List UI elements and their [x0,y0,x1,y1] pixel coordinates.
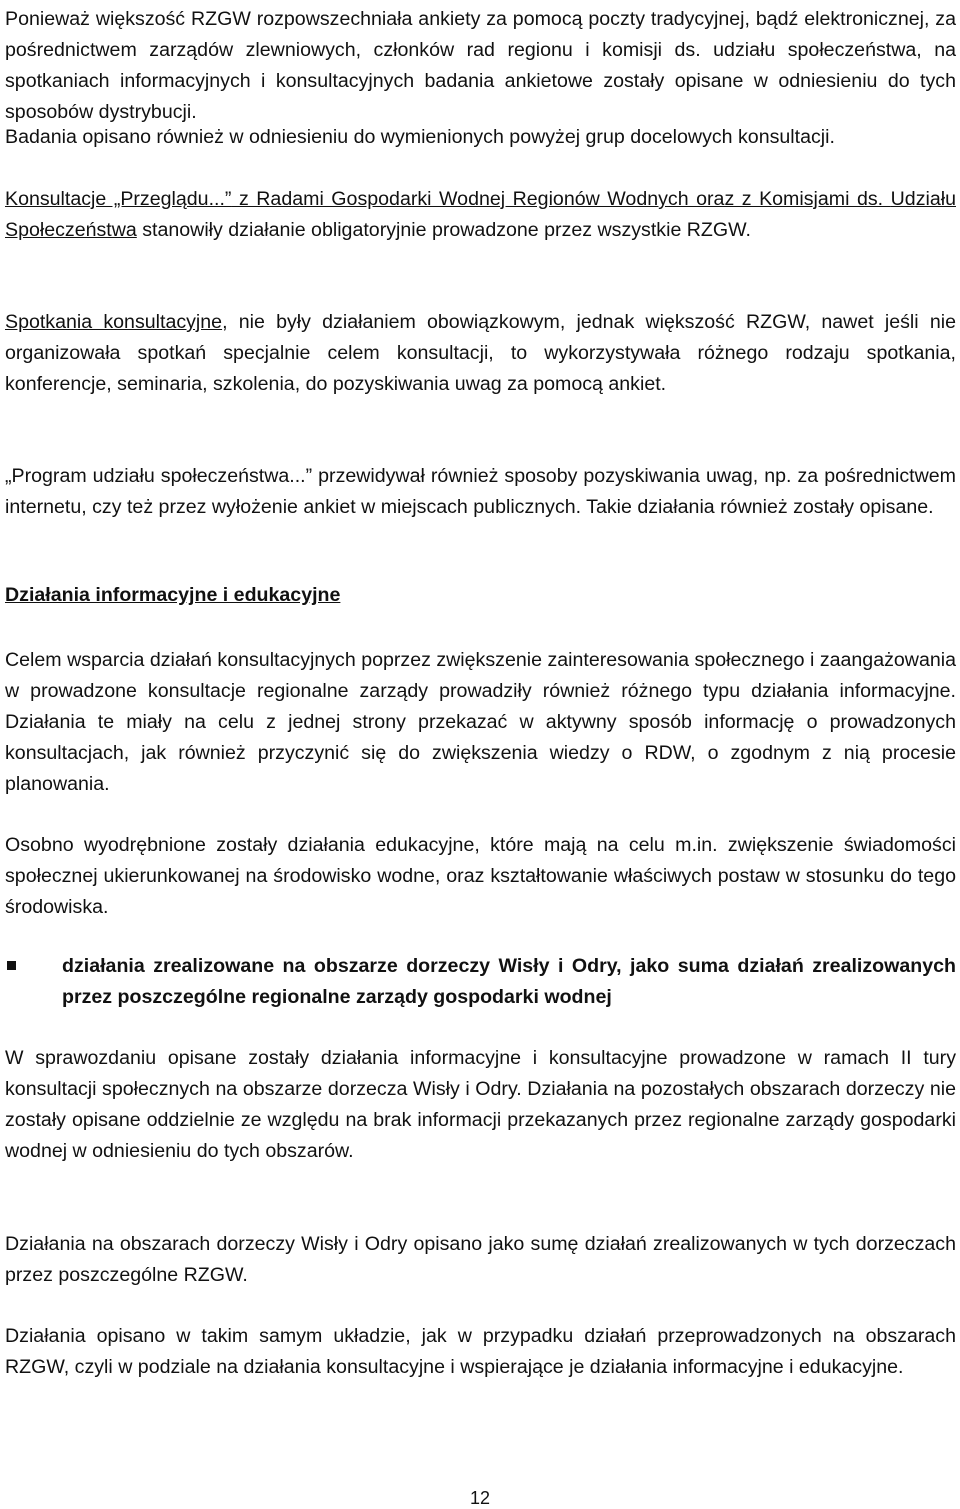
paragraph-program: „Program udziału społeczeństwa...” przewidywał również sposoby pozyskiwania uwag, np. za pośrednictwem internetu, czy też przez wyłożenie ankiet w miejscach publicznych. Takie działania również zostały opisane. [5,465,956,518]
paragraph-layout-description: Działania opisano w takim samym układzie, jak w przypadku działań przeprowadzonych na obszarach RZGW, czyli w podziale na działania konsultacyjne i wspierające je działania informacyjne i edukacyjne. [5,1325,956,1378]
paragraph-consultation-meetings [5,307,956,400]
underlined-consultations: Konsultacje „Przeglądu...” [5,188,232,210]
paragraph-target-groups: Badania opisano również w odniesieniu do wymienionych powyżej grup docelowych konsultacji. [5,126,835,148]
paragraph-text: stanowiły działanie obligatoryjnie prowadzone przez wszystkie RZGW. [136,219,751,241]
underlined-participation: Udziału Społeczeństwa [5,188,956,241]
section-heading: Działania informacyjne i edukacyjne [5,584,341,606]
paragraph-text: , nie były działaniem obowiązkowym, jednak większość RZGW, nawet jeśli nie organizowała spotkań specjalnie celem konsultacji, to wykorzystywała różnego rodzaju spotkania, konferencje, seminaria, szkolenia, do pozyskiwania uwag za pomocą ankiet. [5,311,956,395]
paragraph-survey-distribution: Ponieważ większość RZGW rozpowszechniała ankiety za pomocą poczty tradycyjnej, bądź elektronicznej, za pośrednictwem zarządów zlewniowych, członków rad regionu i komisji ds. udziału społeczeństwa, na spotkaniach informacyjnych i konsultacyjnych badania ankietowe zostały opisane w odniesieniu do tych sposobów dystrybucji. [5,8,956,123]
paragraph-education-activities: Osobno wyodrębnione zostały działania edukacyjne, które mają na celu m.in. zwiększenie świadomości społecznej ukierunkowanej na środowisko wodne, oraz kształtowanie właściwych postaw w stosunku do tego środowiska. [5,834,956,918]
paragraph-consultations-councils [5,184,956,246]
underlined-councils: z Radami Gospodarki Wodnej Regionów Wodnych oraz z Komisjami ds. [231,188,891,210]
paragraph-report-scope: W sprawozdaniu opisane zostały działania informacyjne i konsultacyjne prowadzone w ramach II tury konsultacji społecznych na obszarze dorzecza Wisły i Odry. Działania na pozostałych obszarach dorzeczy nie zostały opisane oddzielnie ze względu na brak informacji przekazanych przez regionalne zarządy gospodarki wodnej w odniesieniu do tych obszarów. [5,1047,956,1162]
square-bullet-icon [7,961,16,970]
page-number: 12 [469,1488,491,1508]
paragraph-basin-sum: Działania na obszarach dorzeczy Wisły i Odry opisano jako sumę działań zrealizowanych w tych dorzeczach przez poszczególne RZGW. [5,1233,956,1286]
paragraph-information-activities: Celem wsparcia działań konsultacyjnych poprzez zwiększenie zainteresowania społecznego i zaangażowania w prowadzone konsultacje regionalne zarządy prowadziły również różnego typu działania informacyjne. Działania te miały na celu z jednej strony przekazać w aktywny sposób informację o prowadzonych konsultacjach, jak również przyczynić się do zwiększenia wiedzy o RDW, o zgodnym z nią procesie planowania. [5,649,956,795]
bullet-text: działania zrealizowane na obszarze dorzeczy Wisły i Odry, jako suma działań zrealizowanych przez poszczególne regionalne zarządy gospodarki wodnej [62,955,956,1008]
underlined-meetings: Spotkania konsultacyjne [5,311,223,333]
